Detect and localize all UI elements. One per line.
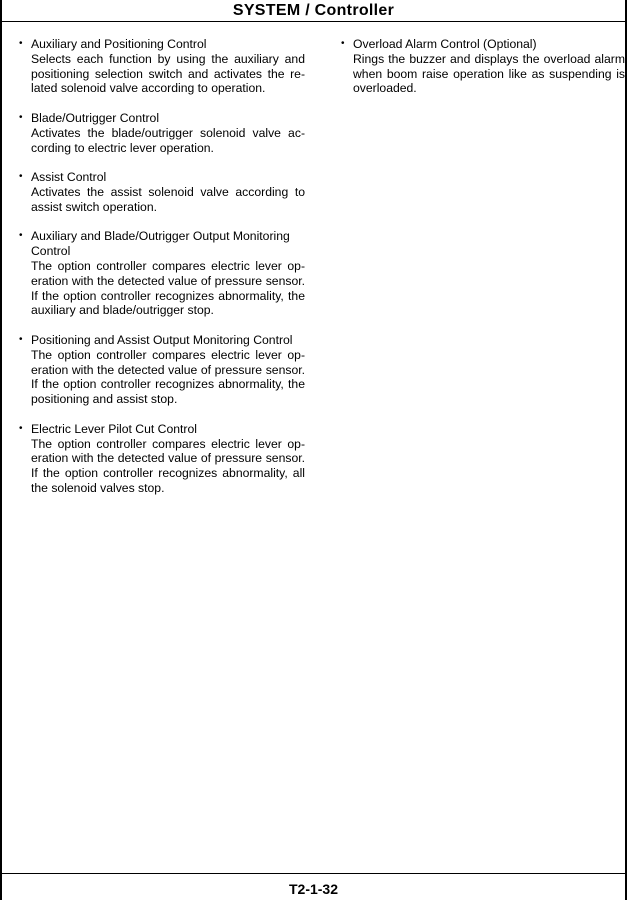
section-title: Blade/Outrigger Control bbox=[31, 110, 160, 125]
section-title: Positioning and Assist Output Monitoring Control bbox=[31, 332, 293, 347]
section-body: The option controller compares electric lever operation with the detected value of pressure sensor. If the option controller recognizes abnormality, the positioning and assist stop. bbox=[31, 347, 305, 407]
page-title: SYSTEM / Controller bbox=[232, 2, 395, 19]
section-item bbox=[19, 422, 305, 496]
bullet-icon: • bbox=[19, 230, 23, 242]
section-item bbox=[19, 229, 305, 318]
section-item bbox=[19, 333, 305, 407]
section-body: The option controller compares electric lever operation with the detected value of pressure sensor. If the option controller recognizes abnormality, the auxiliary and blade/outrigger stop. bbox=[31, 258, 305, 318]
section-body: Rings the buzzer and displays the overload alarm when boom raise operation like as suspending is overloaded. bbox=[353, 51, 625, 96]
section-item bbox=[19, 111, 305, 155]
bullet-icon: • bbox=[19, 333, 23, 345]
bullet-icon: • bbox=[19, 38, 23, 49]
section-title: Electric Lever Pilot Cut Control bbox=[31, 421, 197, 436]
page-footer bbox=[2, 873, 625, 900]
left-column bbox=[19, 37, 305, 511]
section-item bbox=[341, 37, 625, 96]
section-body: Selects each function by using the auxiliary and positioning selection switch and activates the related solenoid valve according to operation. bbox=[31, 51, 305, 96]
page-number: T2-1-32 bbox=[288, 881, 339, 897]
section-item bbox=[19, 37, 305, 96]
right-column bbox=[341, 37, 625, 111]
bullet-icon: • bbox=[19, 422, 23, 434]
section-body: The option controller compares electric lever operation with the detected value of pressure sensor. If the option controller recognizes abnormality, all the solenoid valves stop. bbox=[31, 436, 305, 495]
bullet-icon: • bbox=[19, 171, 23, 183]
section-title: Auxiliary and Blade/Outrigger Output Monitoring Control bbox=[31, 229, 290, 259]
section-title: Auxiliary and Positioning Control bbox=[31, 37, 207, 51]
section-item bbox=[19, 170, 305, 214]
section-body: Activates the assist solenoid valve according to assist switch operation. bbox=[31, 184, 305, 214]
section-body: Activates the blade/outrigger solenoid valve according to electric lever operation. bbox=[31, 125, 305, 155]
bullet-icon: • bbox=[19, 111, 23, 123]
section-title: Assist Control bbox=[31, 170, 107, 185]
page-header bbox=[2, 0, 625, 22]
section-title: Overload Alarm Control (Optional) bbox=[353, 37, 537, 51]
bullet-icon: • bbox=[341, 38, 345, 49]
